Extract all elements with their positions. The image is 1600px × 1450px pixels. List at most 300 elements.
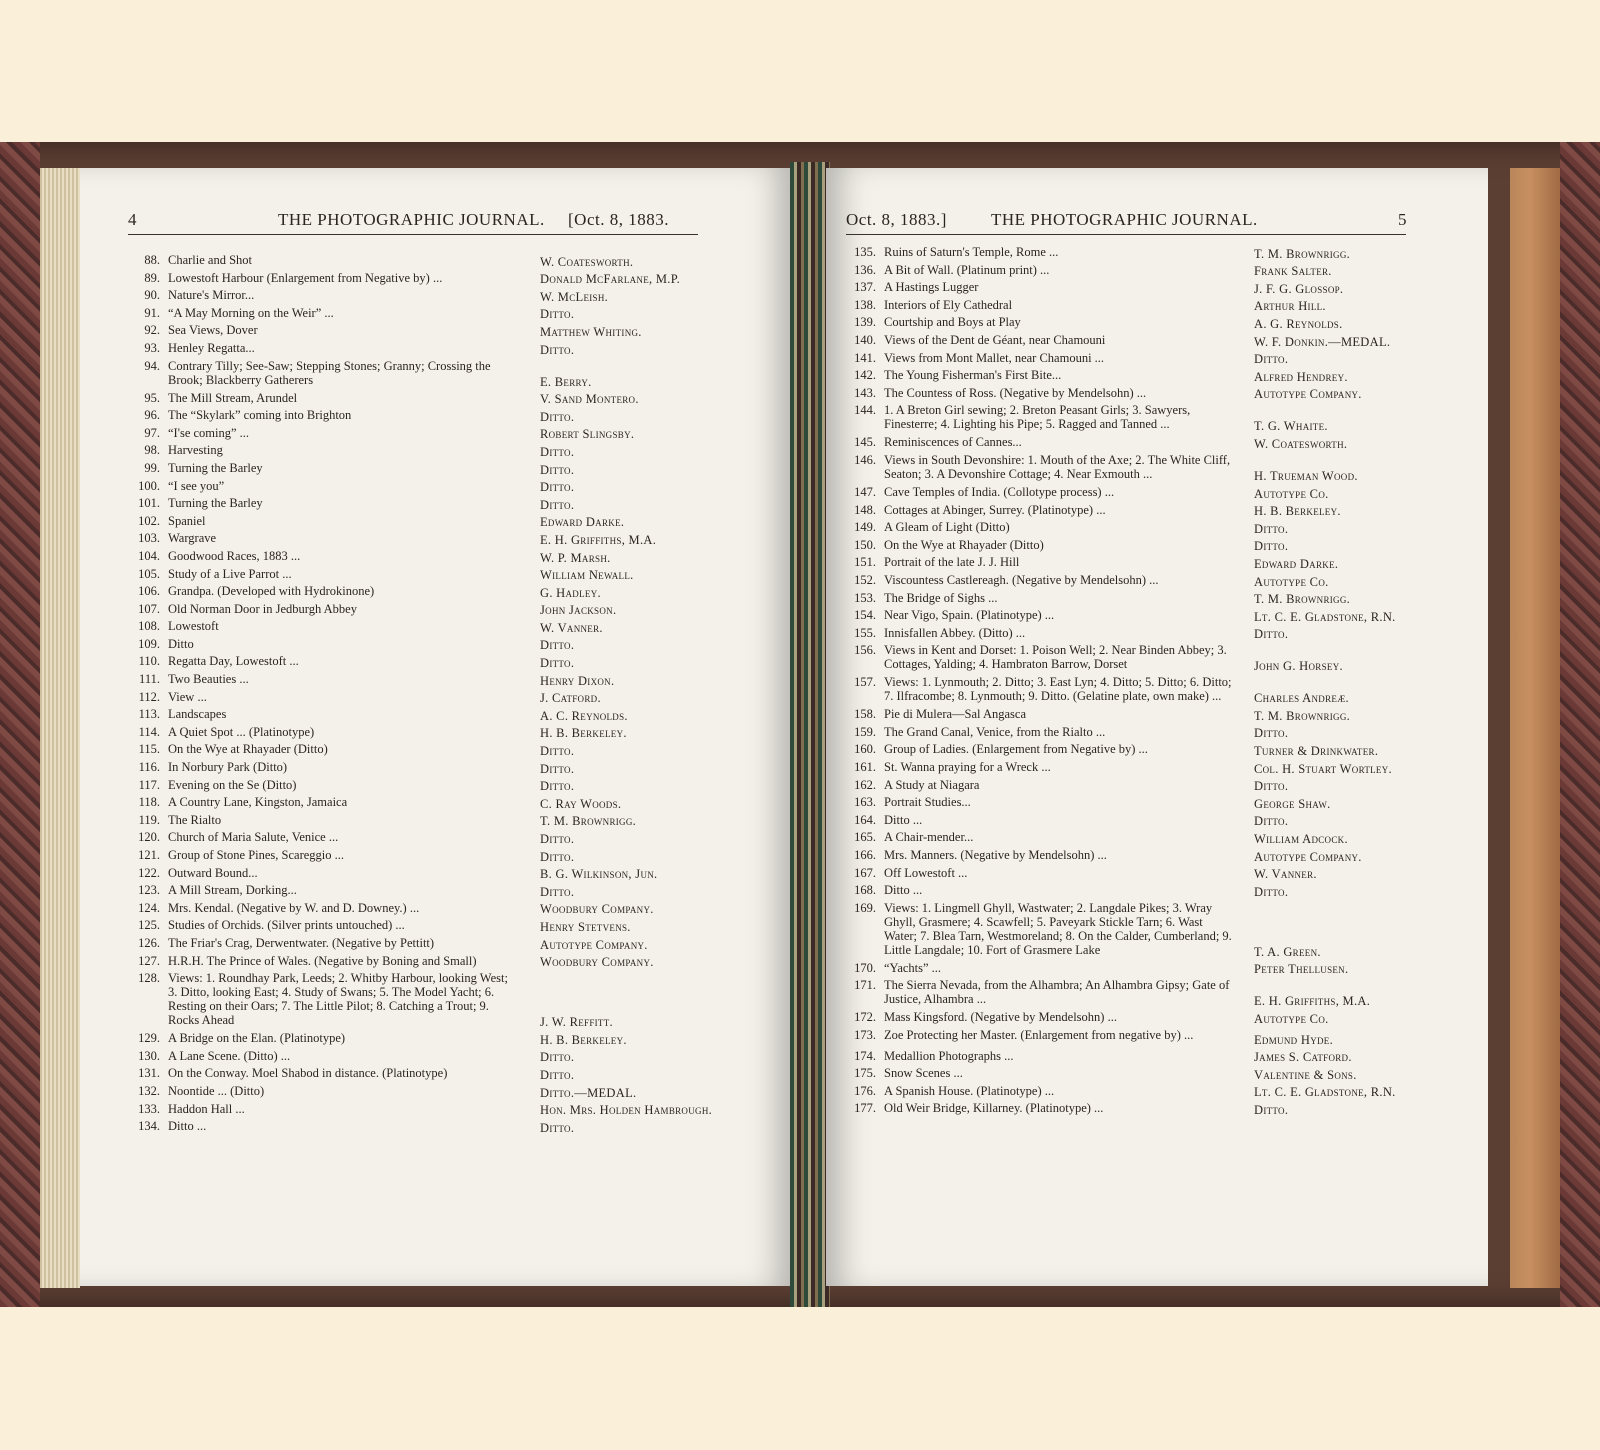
catalogue-entry xyxy=(848,502,1423,520)
entry-exhibitor: J. F. G. Glossop. xyxy=(1254,281,1344,296)
entry-number: 94. xyxy=(144,358,160,373)
entry-title: Contrary Tilly; See-Saw; Stepping Stones; Granny; Crossing the Brook; Blackberry Gatherers xyxy=(168,358,491,387)
entry-title: The Rialto xyxy=(168,812,222,827)
entry-title: The Sierra Nevada, from the Alhambra; An Alhambra Gipsy; Gate of Justice, Alhambra ... xyxy=(884,978,1230,1007)
entry-title: Ditto xyxy=(168,636,194,651)
entry-exhibitor: John Jackson. xyxy=(540,603,617,618)
catalogue-entry xyxy=(848,590,1423,608)
entry-number: 107. xyxy=(138,601,160,616)
entry-title: On the Wye at Rhayader (Ditto) xyxy=(168,742,328,757)
entry-number: 157. xyxy=(854,675,876,690)
catalogue-entry xyxy=(132,812,707,830)
entry-title: Noontide ... (Ditto) xyxy=(168,1083,265,1098)
catalogue-entry xyxy=(132,618,707,636)
catalogue-entry xyxy=(132,724,707,742)
entry-number: 98. xyxy=(144,443,160,458)
catalogue-entry xyxy=(848,642,1423,674)
catalogue-entry xyxy=(848,741,1423,759)
entry-exhibitor: W. Vanner. xyxy=(1254,867,1317,882)
entry-number: 160. xyxy=(854,742,876,757)
entry-number: 108. xyxy=(138,619,160,634)
catalogue-entry xyxy=(848,554,1423,572)
catalogue-entry xyxy=(848,385,1423,403)
entry-title: Lowestoft Harbour (Enlargement from Negative by) ... xyxy=(168,270,443,285)
entry-number: 137. xyxy=(854,280,876,295)
entry-exhibitor: A. G. Reynolds. xyxy=(1254,316,1343,331)
entry-title: A Gleam of Light (Ditto) xyxy=(884,520,1010,535)
catalogue-entry xyxy=(132,671,707,689)
entry-number: 119. xyxy=(138,812,160,827)
entry-title: View ... xyxy=(168,689,207,704)
catalogue-entry xyxy=(132,425,707,443)
entry-exhibitor: Ditto. xyxy=(540,1050,575,1065)
entry-number: 164. xyxy=(854,812,876,827)
entry-exhibitor: Ditto. xyxy=(540,884,575,899)
entry-number: 99. xyxy=(144,460,160,475)
entry-title: 1. A Breton Girl sewing; 2. Breton Peasant Girls; 3. Sawyers, Finesterre; 4. Lighting his Pipe; 5. Ragged and Tanned ... xyxy=(884,403,1191,432)
entry-title: Views in Kent and Dorset: 1. Poison Well; 2. Near Binden Abbey; 3. Cottages, Yalding; 4. Hambraton Barrow, Dorset xyxy=(884,643,1227,672)
entry-title: Views: 1. Lingmell Ghyll, Wastwater; 2. Langdale Pikes; 3. Wray Ghyll, Grasmere; 4. Scawfell; 5. Paveyark Stickle Tarn; 6. Wast Water; 7. Blea Tarn, Westmoreland; 8. On the Calder, Cumberland; 9. Little Langdale; 10. Fort of Grasmere Lake xyxy=(884,900,1232,957)
entry-title: Off Lowestoft ... xyxy=(884,865,968,880)
catalogue-entry xyxy=(848,1027,1423,1048)
entry-title: Old Norman Door in Jedburgh Abbey xyxy=(168,601,357,616)
entry-exhibitor: Ditto. xyxy=(1254,352,1289,367)
catalogue-entry xyxy=(132,741,707,759)
entry-number: 177. xyxy=(854,1101,876,1116)
entry-number: 145. xyxy=(854,435,876,450)
entry-exhibitor: John G. Horsey. xyxy=(1254,659,1343,674)
entry-title: The Bridge of Sighs ... xyxy=(884,590,998,605)
entry-exhibitor: Ditto. xyxy=(540,761,575,776)
catalogue-entry xyxy=(848,829,1423,847)
entry-title: The Friar's Crag, Derwentwater. (Negative by Pettitt) xyxy=(168,935,435,950)
entry-title: Ruins of Saturn's Temple, Rome ... xyxy=(884,245,1059,259)
entry-number: 118. xyxy=(138,795,160,810)
entry-number: 142. xyxy=(854,368,876,383)
entry-exhibitor: Ditto. xyxy=(540,832,575,846)
entry-number: 91. xyxy=(144,305,160,320)
catalogue-entry xyxy=(132,287,707,305)
entry-exhibitor: Lt. C. E. Gladstone, R.N. xyxy=(1254,1085,1396,1100)
catalogue-entry xyxy=(848,812,1423,830)
entry-title: H.R.H. The Prince of Wales. (Negative by Boning and Small) xyxy=(168,953,477,968)
entry-exhibitor: Ditto. xyxy=(540,480,575,495)
entry-exhibitor: Ditto. xyxy=(1254,539,1289,554)
catalogue-entry xyxy=(132,865,707,883)
catalogue-entry xyxy=(848,350,1423,368)
entry-title: Views from Mont Mallet, near Chamouni ... xyxy=(884,350,1105,365)
entry-number: 134. xyxy=(138,1119,160,1134)
entry-exhibitor: Ditto. xyxy=(1254,521,1289,536)
entry-number: 131. xyxy=(138,1066,160,1081)
entry-number: 147. xyxy=(854,484,876,499)
entry-number: 117. xyxy=(138,777,160,792)
entry-title: Church of Maria Salute, Venice ... xyxy=(168,830,339,845)
entry-title: A Spanish House. (Platinotype) ... xyxy=(884,1083,1055,1098)
entry-exhibitor: W. F. Donkin.—MEDAL. xyxy=(1254,334,1391,349)
catalogue-entry xyxy=(848,777,1423,795)
catalogue-entry xyxy=(132,305,707,323)
entry-exhibitor: Autotype Co. xyxy=(1254,1012,1329,1026)
entry-number: 92. xyxy=(144,323,160,338)
entry-number: 88. xyxy=(144,253,160,267)
catalogue-entry xyxy=(848,452,1423,484)
entry-title: Cave Temples of India. (Collotype process) ... xyxy=(884,484,1115,499)
catalogue-entry xyxy=(848,367,1423,385)
entry-title: Views of the Dent de Géant, near Chamouni xyxy=(884,332,1106,347)
catalogue-entry xyxy=(848,1100,1423,1118)
catalogue-entry xyxy=(848,1048,1423,1066)
entry-number: 138. xyxy=(854,297,876,312)
catalogue-entry xyxy=(848,244,1423,262)
catalogue-entry xyxy=(848,706,1423,724)
entry-title: Pie di Mulera—Sal Angasca xyxy=(884,707,1026,722)
entry-exhibitor: Col. H. Stuart Wortley. xyxy=(1254,761,1392,776)
catalogue-entry xyxy=(132,252,707,270)
entry-title: Interiors of Ely Cathedral xyxy=(884,297,1013,312)
entry-number: 102. xyxy=(138,513,160,528)
entry-exhibitor: Robert Slingsby. xyxy=(540,427,635,442)
entry-title: “A May Morning on the Weir” ... xyxy=(168,305,334,320)
entry-title: Harvesting xyxy=(168,443,223,458)
entry-number: 114. xyxy=(138,724,160,739)
catalogue-entry xyxy=(132,460,707,478)
entry-title: A Bridge on the Elan. (Platinotype) xyxy=(168,1031,346,1046)
entry-exhibitor: Ditto. xyxy=(1254,779,1289,794)
entry-number: 110. xyxy=(138,654,160,669)
entry-number: 95. xyxy=(144,390,160,405)
catalogue-entry xyxy=(132,478,707,496)
entry-exhibitor: Charles Andreæ. xyxy=(1254,691,1349,706)
catalogue-entry xyxy=(132,390,707,408)
entry-title: Mrs. Manners. (Negative by Mendelsohn) ... xyxy=(884,848,1107,863)
entry-title: Studies of Orchids. (Silver prints untouched) ... xyxy=(168,918,405,933)
entry-exhibitor: E. H. Griffiths, M.A. xyxy=(540,532,657,547)
catalogue-entry xyxy=(132,847,707,865)
entry-number: 140. xyxy=(854,332,876,347)
catalogue-entry xyxy=(848,262,1423,280)
entry-title: Near Vigo, Spain. (Platinotype) ... xyxy=(884,608,1055,623)
entry-exhibitor: Frank Salter. xyxy=(1254,264,1332,279)
entry-title: Turning the Barley xyxy=(168,460,263,475)
running-title: THE PHOTOGRAPHIC JOURNAL. xyxy=(278,210,545,229)
entry-number: 129. xyxy=(138,1031,160,1046)
catalogue-entry xyxy=(848,314,1423,332)
entry-number: 126. xyxy=(138,935,160,950)
entry-exhibitor: Ditto. xyxy=(540,444,575,459)
entry-title: Charlie and Shot xyxy=(168,253,253,267)
entry-title: A Study at Niagara xyxy=(884,777,980,792)
entry-exhibitor: Autotype Company. xyxy=(540,937,648,952)
entry-exhibitor: H. B. Berkeley. xyxy=(540,1032,627,1047)
catalogue-entry xyxy=(132,407,707,425)
entry-exhibitor: Ditto. xyxy=(540,1120,575,1135)
entry-number: 113. xyxy=(138,707,160,722)
entry-number: 159. xyxy=(854,724,876,739)
entry-number: 112. xyxy=(138,689,160,704)
entry-title: Goodwood Races, 1883 ... xyxy=(168,548,301,563)
entry-exhibitor: Ditto. xyxy=(540,409,575,424)
entry-exhibitor: T. M. Brownrigg. xyxy=(1254,592,1351,607)
entry-exhibitor: H. Trueman Wood. xyxy=(1254,468,1358,483)
entry-title: A Quiet Spot ... (Platinotype) xyxy=(168,724,315,739)
catalogue-entry xyxy=(132,829,707,847)
entry-number: 116. xyxy=(138,760,160,775)
entry-number: 90. xyxy=(144,288,160,303)
right-page xyxy=(826,168,1488,1286)
entry-number: 173. xyxy=(854,1028,876,1042)
entry-number: 106. xyxy=(138,584,160,599)
entry-exhibitor: T. G. Whaite. xyxy=(1254,419,1328,434)
entry-exhibitor: Ditto. xyxy=(1254,627,1289,642)
entry-number: 132. xyxy=(138,1083,160,1098)
catalogue-entry xyxy=(132,513,707,531)
catalogue-entry xyxy=(132,583,707,601)
catalogue-entry xyxy=(848,1065,1423,1083)
entry-exhibitor: Ditto. xyxy=(1254,726,1289,741)
entry-number: 121. xyxy=(138,848,160,862)
catalogue-entry xyxy=(848,759,1423,777)
entry-title: Evening on the Se (Ditto) xyxy=(168,777,297,792)
entry-exhibitor: Ditto. xyxy=(540,849,575,864)
entry-exhibitor: W. Coatesworth. xyxy=(540,254,634,269)
entry-exhibitor: H. B. Berkeley. xyxy=(540,726,627,741)
entry-title: “I'se coming” ... xyxy=(168,425,250,440)
entry-title: Wargrave xyxy=(168,531,217,546)
entry-exhibitor: G. Hadley. xyxy=(540,585,601,600)
entry-title: In Norbury Park (Ditto) xyxy=(168,760,288,775)
entry-number: 172. xyxy=(854,1010,876,1025)
catalogue-entry xyxy=(848,279,1423,297)
entry-number: 139. xyxy=(854,315,876,330)
entry-title: Spaniel xyxy=(168,513,206,528)
entry-title: Henley Regatta... xyxy=(168,340,255,355)
entry-title: Group of Ladies. (Enlargement from Negative by) ... xyxy=(884,742,1148,757)
entry-number: 120. xyxy=(138,830,160,845)
entry-number: 152. xyxy=(854,572,876,587)
entry-number: 151. xyxy=(854,555,876,570)
left-page xyxy=(80,168,792,1286)
entry-title: The Countess of Ross. (Negative by Mendelsohn) ... xyxy=(884,385,1147,400)
entry-number: 174. xyxy=(854,1048,876,1063)
entry-exhibitor: W. P. Marsh. xyxy=(540,550,611,565)
entry-title: Lowestoft xyxy=(168,619,219,634)
entry-number: 170. xyxy=(854,960,876,975)
entry-exhibitor: Valentine & Sons. xyxy=(1254,1067,1357,1082)
entry-number: 155. xyxy=(854,625,876,640)
catalogue-entry xyxy=(848,900,1423,960)
issue-date: [Oct. 8, 1883. xyxy=(568,210,669,229)
entry-exhibitor: Arthur Hill. xyxy=(1254,299,1326,314)
catalogue-entry xyxy=(132,1030,707,1048)
catalogue-entry xyxy=(848,332,1423,350)
entry-title: Medallion Photographs ... xyxy=(884,1048,1014,1063)
entry-number: 89. xyxy=(144,270,160,285)
entry-number: 122. xyxy=(138,865,160,880)
catalogue-entry xyxy=(132,495,707,513)
entry-number: 111. xyxy=(139,672,160,687)
catalogue-entry xyxy=(132,1118,707,1136)
entry-number: 143. xyxy=(854,385,876,400)
entry-title: Ditto ... xyxy=(884,883,923,898)
catalogue-entry xyxy=(132,953,707,971)
entry-title: A Bit of Wall. (Platinum print) ... xyxy=(884,262,1050,277)
entry-title: Nature's Mirror... xyxy=(168,288,255,303)
entry-number: 146. xyxy=(854,452,876,467)
entry-number: 136. xyxy=(854,262,876,277)
catalogue-entry xyxy=(132,882,707,900)
catalogue-entry xyxy=(132,706,707,724)
entry-title: Zoe Protecting her Master. (Enlargement from negative by) ... xyxy=(884,1028,1194,1042)
catalogue-entry xyxy=(132,653,707,671)
entry-number: 124. xyxy=(138,900,160,915)
entry-exhibitor: W. McLeish. xyxy=(540,289,609,304)
entry-number: 103. xyxy=(138,531,160,546)
entry-exhibitor: James S. Catford. xyxy=(1254,1050,1352,1065)
catalogue-entry xyxy=(848,434,1423,452)
entry-title: Turning the Barley xyxy=(168,496,263,511)
entry-number: 154. xyxy=(854,608,876,623)
entry-number: 105. xyxy=(138,566,160,581)
entry-exhibitor: Woodbury Company. xyxy=(540,955,654,970)
entry-title: A Hastings Lugger xyxy=(884,280,979,295)
entry-title: Ditto ... xyxy=(168,1119,207,1134)
entry-exhibitor: Henry Dixon. xyxy=(540,673,615,688)
catalogue-entry xyxy=(132,636,707,654)
entry-exhibitor: Ditto. xyxy=(540,656,575,671)
entry-title: Cottages at Abinger, Surrey. (Platinotype) ... xyxy=(884,502,1106,517)
entry-title: Regatta Day, Lowestoft ... xyxy=(168,654,299,669)
entry-number: 161. xyxy=(854,760,876,775)
entry-exhibitor: Lt. C. E. Gladstone, R.N. xyxy=(1254,609,1396,624)
entry-title: Reminiscences of Cannes... xyxy=(884,435,1022,450)
entry-number: 135. xyxy=(854,245,876,259)
catalogue-entry xyxy=(132,1048,707,1066)
entry-number: 148. xyxy=(854,502,876,517)
entry-title: Mrs. Kendal. (Negative by W. and D. Downey.) ... xyxy=(168,900,420,915)
entry-title: Sea Views, Dover xyxy=(168,323,258,338)
entry-exhibitor: C. Ray Woods. xyxy=(540,796,622,811)
right-cloth-background xyxy=(1560,142,1600,1307)
entry-title: Courtship and Boys at Play xyxy=(884,315,1021,330)
entry-exhibitor: Autotype Company. xyxy=(1254,849,1362,864)
catalogue-entry xyxy=(132,935,707,953)
entry-exhibitor: B. G. Wilkinson, Jun. xyxy=(540,867,658,882)
catalogue-entry xyxy=(132,358,707,390)
entry-number: 153. xyxy=(854,590,876,605)
entry-title: A Country Lane, Kingston, Jamaica xyxy=(168,795,348,810)
entry-title: Snow Scenes ... xyxy=(884,1066,963,1081)
book-spine-gutter xyxy=(790,162,830,1307)
entry-title: Landscapes xyxy=(168,707,227,722)
entry-exhibitor: Ditto. xyxy=(540,779,575,794)
entry-exhibitor: Ditto. xyxy=(1254,814,1289,829)
entry-exhibitor: V. Sand Montero. xyxy=(540,392,639,407)
entry-number: 167. xyxy=(854,865,876,880)
entry-exhibitor: Ditto.—MEDAL. xyxy=(540,1085,637,1100)
entry-number: 115. xyxy=(138,742,160,757)
entry-title: Two Beauties ... xyxy=(168,672,249,687)
catalogue-entry xyxy=(132,794,707,812)
entry-exhibitor: Turner & Drinkwater. xyxy=(1254,744,1379,759)
left-page-header xyxy=(128,210,698,235)
catalogue-entry xyxy=(848,847,1423,865)
entry-exhibitor: Edmund Hyde. xyxy=(1254,1032,1334,1047)
entry-exhibitor: George Shaw. xyxy=(1254,796,1331,811)
catalogue-entry xyxy=(132,322,707,340)
issue-date: Oct. 8, 1883.] xyxy=(846,210,947,229)
left-entry-list xyxy=(132,252,713,1136)
catalogue-entry xyxy=(848,724,1423,742)
entry-title: Outward Bound... xyxy=(168,865,258,880)
entry-title: Mass Kingsford. (Negative by Mendelsohn) ... xyxy=(884,1010,1117,1025)
entry-title: The Young Fisherman's First Bite... xyxy=(884,368,1062,383)
entry-exhibitor: Ditto. xyxy=(540,307,575,322)
entry-number: 133. xyxy=(138,1101,160,1116)
entry-exhibitor: H. B. Berkeley. xyxy=(1254,504,1341,519)
open-book xyxy=(0,142,1600,1307)
entry-exhibitor: T. M. Brownrigg. xyxy=(1254,246,1351,261)
entry-number: 109. xyxy=(138,636,160,651)
entry-number: 175. xyxy=(854,1066,876,1081)
entry-title: Ditto ... xyxy=(884,812,923,827)
right-entry-list xyxy=(848,244,1423,1118)
entry-number: 171. xyxy=(854,978,876,993)
catalogue-entry xyxy=(848,882,1423,900)
entry-title: Innisfallen Abbey. (Ditto) ... xyxy=(884,625,1026,640)
entry-exhibitor: Peter Thellusen. xyxy=(1254,962,1349,977)
entry-number: 149. xyxy=(854,520,876,535)
left-cloth-background xyxy=(0,142,40,1307)
entry-exhibitor: William Adcock. xyxy=(1254,832,1348,847)
entry-number: 93. xyxy=(144,340,160,355)
entry-exhibitor: A. C. Reynolds. xyxy=(540,708,628,723)
entry-exhibitor: T. A. Green. xyxy=(1254,944,1321,959)
entry-exhibitor: E. Berry. xyxy=(540,374,592,389)
catalogue-entry xyxy=(132,759,707,777)
entry-exhibitor: Ditto. xyxy=(540,744,575,759)
entry-exhibitor: Hon. Mrs. Holden Hambrough. xyxy=(540,1103,713,1118)
entry-number: 163. xyxy=(854,795,876,810)
catalogue-entry xyxy=(132,1101,713,1119)
catalogue-entry xyxy=(132,340,707,358)
catalogue-entry xyxy=(132,1083,707,1101)
entry-exhibitor: Ditto. xyxy=(540,342,575,357)
catalogue-entry xyxy=(848,865,1423,883)
entry-exhibitor: J. Catford. xyxy=(540,691,601,706)
entry-title: A Mill Stream, Dorking... xyxy=(168,883,297,898)
entry-exhibitor: Donald McFarlane, M.P. xyxy=(540,272,680,287)
right-page-header xyxy=(846,210,1406,235)
entry-number: 156. xyxy=(854,643,876,658)
entry-number: 96. xyxy=(144,408,160,423)
catalogue-entry xyxy=(848,537,1423,555)
page-number: 4 xyxy=(128,210,137,229)
entry-exhibitor: W. Coatesworth. xyxy=(1254,436,1348,451)
catalogue-entry xyxy=(848,572,1423,590)
entry-title: Views in South Devonshire: 1. Mouth of the Axe; 2. The White Cliff, Seaton; 3. A Devonshire Cottage; 4. Near Exmouth ... xyxy=(884,452,1231,481)
entry-exhibitor: J. W. Reffitt. xyxy=(540,1015,613,1030)
entry-exhibitor: Ditto. xyxy=(540,638,575,653)
entry-exhibitor: Ditto. xyxy=(1254,884,1289,899)
entry-title: A Chair-mender... xyxy=(884,830,974,845)
entry-title: Views: 1. Roundhay Park, Leeds; 2. Whitby Harbour, looking West; 3. Ditto, looking East; 4. Study of Swans; 5. The Model Yacht; 6. Resting on their Oars; 7. The Little Pilot; 8. Catching a Trout; 9. Rocks Ahead xyxy=(168,971,508,1028)
catalogue-entry xyxy=(848,960,1423,978)
catalogue-entry xyxy=(132,442,707,460)
catalogue-entry xyxy=(132,970,707,1030)
entry-number: 166. xyxy=(854,848,876,863)
entry-number: 158. xyxy=(854,707,876,722)
